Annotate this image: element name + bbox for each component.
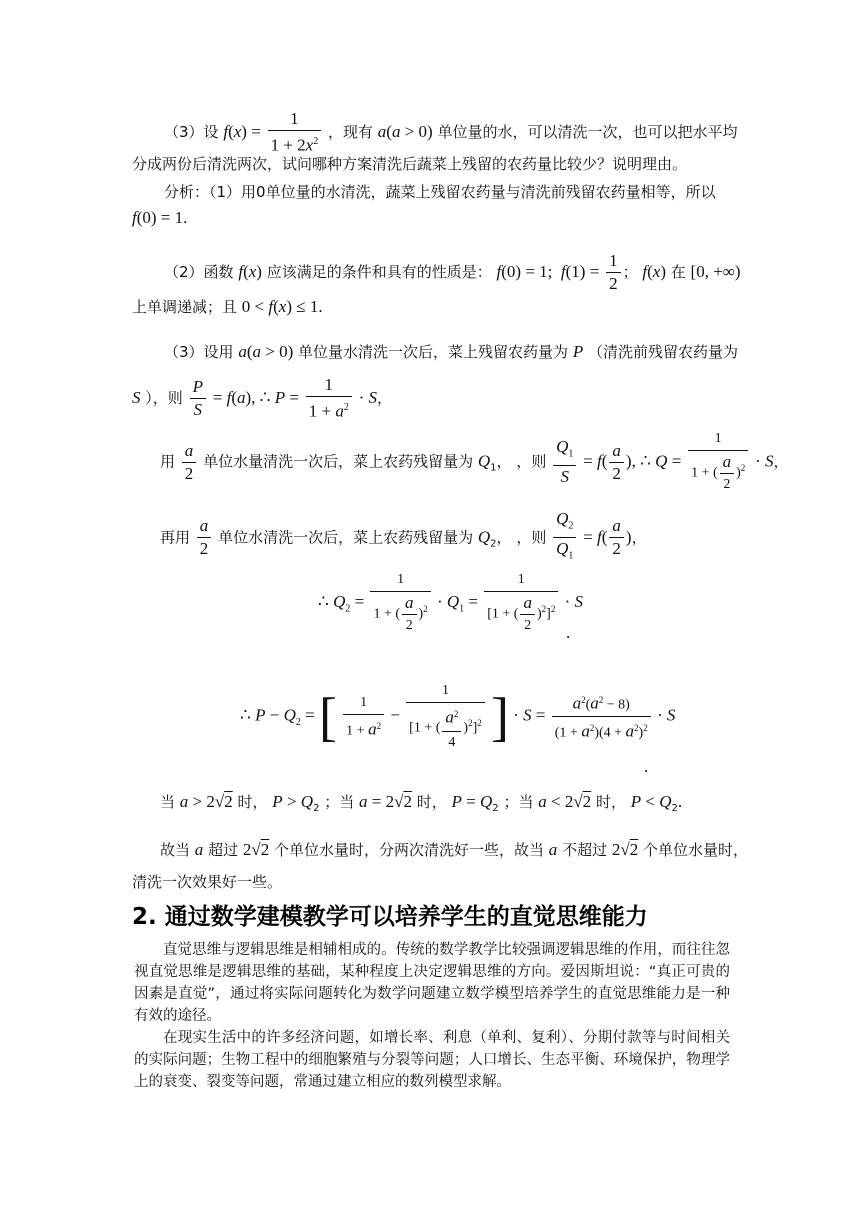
analysis-3-line-2: S ），则 $\frac{P}{S}$ = f(a), ∴ P = $\frac{1}{1 + a^2}$ · S，: [132, 375, 393, 421]
paragraph-intuition: 直觉思维与逻辑思维是相辅相成的。传统的数学教学比较强调逻辑思维的作用，而往往忽视直觉思维是逻辑思维的基础，某种程度上决定逻辑思维的方向。爱因斯坦说：“真正可贵的因素是直觉”，通过将实际问题转化为数学问题建立数学模型培养学生的直觉思维能力是一种有效的途径。: [134, 942, 730, 1024]
f0-equation: f(0) = 1.: [132, 208, 188, 227]
section-heading: 2. 通过数学建模教学可以培养学生的直觉思维能力: [132, 904, 648, 930]
period-mark: .: [566, 623, 571, 642]
q2-equation: ∴ $Q_2$ = 1 1 + ( $\frac{a}{2}$ )$^2$ · $Q_1$ = 1 [1 + ( $\frac{a}{2}$ )$^2$]$^2$ · S: [318, 569, 583, 637]
text-fragment: ，则: [516, 452, 547, 471]
text-fragment: ；当: [503, 793, 534, 811]
question-3-line-2: 分成两份后清洗两次，试问哪种方案清洗后蔬菜上残留的农药量比较少？说明理由。: [132, 155, 688, 173]
text-fragment: （2）函数: [164, 263, 234, 281]
text-fragment: （清洗前残留农药量为: [588, 343, 739, 361]
question-3-line-1: （3）设 f(x) = $\frac{1}{1 + 2x^2}$ ，现有 a(a > 0) 单位量的水，可以清洗一次，也可以把水平均: [164, 109, 738, 155]
text-fragment: 上单调递减；且: [132, 298, 238, 316]
math-fx: f: [223, 121, 229, 141]
analysis-1-line: 分析：（1）用0单位量的水清洗，蔬菜上残留农药量与清洗前残留农药量相等，所以: [164, 183, 716, 201]
text-fragment: （3）设用: [164, 343, 234, 361]
text-fragment: ），则: [145, 388, 183, 407]
conclusion-line-2: 清洗一次效果好一些。: [132, 873, 283, 891]
analysis-3-line: （3）设用 a(a > 0) 单位量水清洗一次后，菜上残留农药量为 P （清洗前残留农药量为: [164, 342, 739, 361]
text-fragment: ，则: [516, 528, 547, 547]
use-half-line: 用 $\frac{a}{2}$ 单位水量清洗一次后，菜上农药残留量为 $Q_1$， ，则 $\frac{Q_1}{S}$ = f( $\frac{a}{2}$ ), ∴ Q = 1 1 + ( $\frac{a}{2}$ )$^2$ · S，: [160, 428, 789, 496]
text-fragment: 故当: [160, 841, 191, 859]
text-fragment: 当: [160, 793, 176, 811]
text-fragment: 个单位水量时，分两次清洗好一些，故当: [274, 841, 545, 859]
fraction-1-over-2: $\frac{1}{2}$: [606, 250, 621, 295]
conclusion-line-1: 故当 a 超过 2√2 个单位水量时，分两次清洗好一些，故当 a 不超过 2√2 个单位水量时，: [160, 840, 749, 859]
p-minus-q2-equation: ∴ $P - Q_2$ = [ $\frac{1}{1 + a^2}$ − 1 [1 + ( $\frac{a^2}{4}$ )$^2$]$^2$ ] · S = $\frac{a^2(a^2 - 8)}{(1 + a^2)(4 + a^2)^2}$ · S: [240, 680, 675, 754]
text-fragment: 时，: [595, 793, 626, 811]
text-fragment: 个单位水量时，: [643, 841, 749, 859]
text-fragment: ，现有: [327, 122, 373, 141]
text-fragment: （3）设: [164, 122, 219, 141]
text-fragment: 时，: [237, 793, 268, 811]
text-fragment: ；当: [324, 793, 355, 811]
comparison-line: 当 a > 2√2 时， $P > Q_2$ ；当 a = 2√2 时， $P = Q_2$ ；当 a < 2√2 时， $P < Q_2$.: [160, 792, 683, 814]
text-fragment: 应该满足的条件和具有的性质是：: [266, 263, 492, 281]
text-fragment: 超过: [208, 841, 239, 859]
analysis-2-line-2: 上单调递减；且 0 < f(x) ≤ 1.: [132, 297, 323, 316]
paragraph-examples: 在现实生活中的许多经济问题，如增长率、利息（单利、复利）、分期付款等与时间相关的实际问题；生物工程中的细胞繁殖与分裂等问题；人口增长、生态平衡、环境保护，物理学上的衰变、裂变等问题，常通过建立相应的数列模型求解。: [134, 1030, 730, 1090]
text-fragment: 单位量的水，可以清洗一次，也可以把水平均: [437, 122, 738, 141]
reuse-line: 再用 $\frac{a}{2}$ 单位水清洗一次后，菜上农药残留量为 $Q_2$， ，则 $\frac{Q_2}{Q_1}$ = f( $\frac{a}{2}$ )，: [160, 508, 647, 568]
period-mark-2: .: [644, 757, 649, 776]
text-fragment: 不超过: [562, 841, 608, 859]
text-fragment: 用: [160, 452, 176, 471]
fraction-1-over-1-2x2: $\frac{1}{1 + 2x^2}$: [268, 108, 322, 157]
text-fragment: 单位水清洗一次后，菜上农药残留量为: [218, 528, 474, 547]
text-fragment: 单位量水清洗一次后，菜上残留农药量为: [298, 343, 569, 361]
analysis-2-line: （2）函数 f(x) 应该满足的条件和具有的性质是： f(0) = 1; f(1) = $\frac{1}{2}$ ； f(x) 在 [0, +∞): [164, 251, 741, 293]
text-fragment: 时，: [416, 793, 447, 811]
text-fragment: 再用: [160, 528, 191, 547]
text-fragment: 单位水量清洗一次后，菜上农药残留量为: [203, 452, 474, 471]
